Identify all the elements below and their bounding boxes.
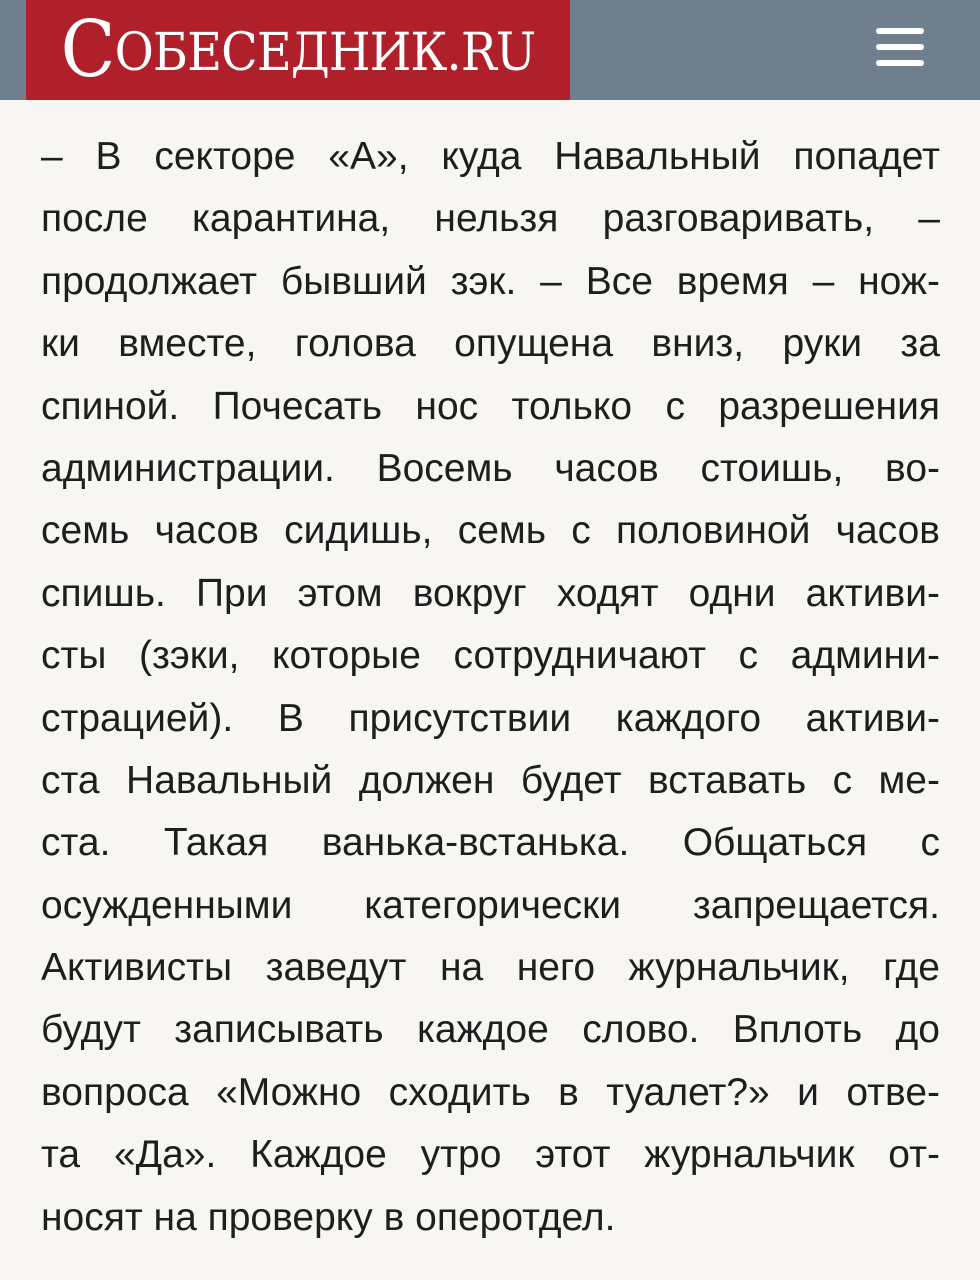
- article-line: спишь. При этом вокруг ходят одни активи-: [41, 571, 940, 615]
- article-line: вопроса «Можно сходить в туалет?» и отве-: [41, 1070, 940, 1114]
- site-logo[interactable]: [26, 0, 570, 100]
- article-line: спиной. Почесать нос только с разрешения: [41, 384, 940, 428]
- article-line: носят на проверку в оперотдел.: [41, 1195, 616, 1239]
- article-line: будут записывать каждое слово. Вплоть до: [41, 1008, 940, 1052]
- article-line: страцией). В присутствии каждого активи-: [41, 696, 940, 740]
- article-line: семь часов сидишь, семь с половиной часов: [41, 509, 940, 553]
- article-line: ки вместе, голова опущена вниз, руки за: [41, 322, 940, 366]
- article-body: [41, 126, 940, 1249]
- logo-initial: С: [60, 5, 115, 95]
- article-line: осужденными категорически запрещается.: [41, 883, 940, 927]
- menu-bar: [876, 60, 924, 66]
- article-line: сты (зэки, которые сотрудничают с админи-: [41, 634, 940, 678]
- article-line: продолжает бывший зэк. – Все время – нож-: [41, 259, 940, 303]
- menu-bar: [876, 44, 924, 50]
- article-line: Активисты заведут на него журнальчик, где: [41, 946, 940, 990]
- logo-text: [60, 5, 536, 95]
- article-line: та «Да». Каждое утро этот журнальчик от-: [41, 1133, 940, 1177]
- article-line: ста Навальный должен будет вставать с ме-: [41, 758, 940, 802]
- article-line: администрации. Восемь часов стоишь, во-: [41, 446, 940, 490]
- logo-rest: ОБЕСЕДНИК.RU: [114, 23, 536, 83]
- menu-bar: [876, 28, 924, 34]
- article-line: – В секторе «А», куда Навальный попадет: [41, 135, 940, 178]
- article-line: после карантина, нельзя разговаривать, –: [41, 197, 940, 241]
- hamburger-menu-icon[interactable]: [876, 26, 924, 68]
- article-line: ста. Такая ванька-встанька. Общаться с: [41, 821, 940, 865]
- site-header: [0, 0, 980, 100]
